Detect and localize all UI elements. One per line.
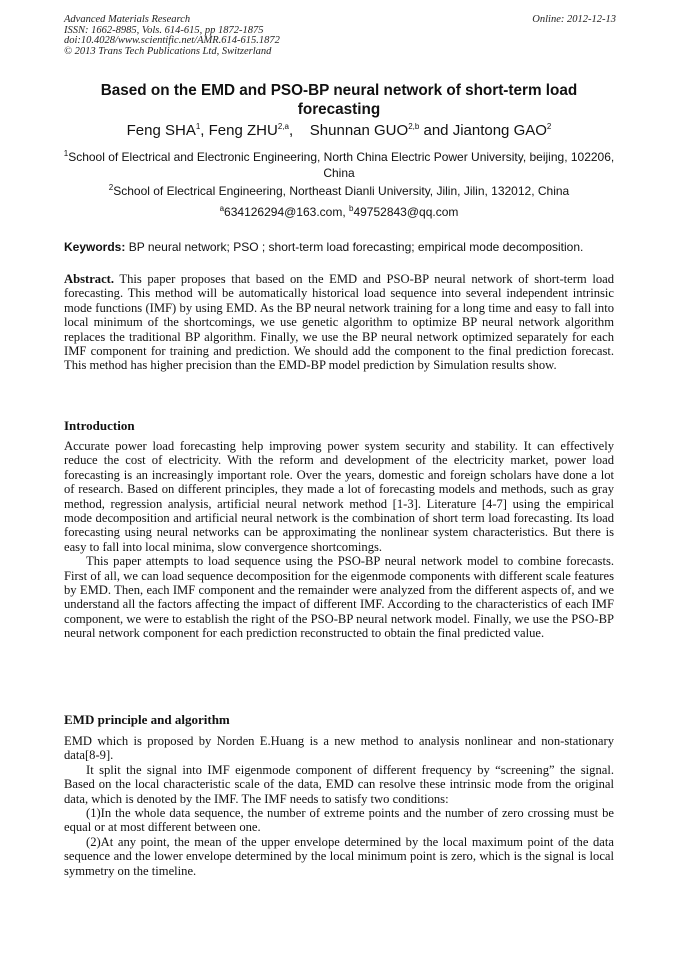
author-separator: , (200, 122, 209, 139)
email-address: 634126294@163.com (224, 205, 343, 219)
paragraph: This paper attempts to load sequence using the PSO-BP neural network model to combine forecasts. First of all, we can load sequence decomposition for the eigenmode components with different scale features by EMD. Then, each IMF component and the remainder were analyzed from the different aspects of, and we understand all the factors affecting the impact of different IMF. According to the characteristics of each IMF component, we were to establish the right of the PSO-BP neural network model. Finally, we use the PSO-BP neural network component for each prediction reconstructed to obtain the final predicted value. (64, 554, 614, 641)
author-list (40, 122, 638, 140)
paragraph: Accurate power load forecasting help improving power system security and stability. It can effectively reduce the cost of electricity. With the reform and development of the electricity market, power load forecasting is an increasingly important role. Over the years, domestic and foreign scholars have done a lot of research. Based on different principles, they made a lot of forecasting models and methods, such as gray method, regression analysis, artificial neural network method [1-3]. Literature [4-7] using the empirical mode decomposition and artificial neural network is the combination of short term load forecasting. Its load forecasting using neural networks can be approximating the nonlinear system characteristics. But there is easy to fall into local minima, slow convergence shortcomings. (64, 439, 614, 554)
section-heading-emd: EMD principle and algorithm (64, 712, 230, 727)
keywords-text: BP neural network; PSO ; short-term load forecasting; empirical mode decomposition. (125, 240, 584, 254)
author-affil-mark: 2 (546, 122, 552, 131)
author-affil-mark: 1 (195, 122, 201, 131)
paragraph: It split the signal into IMF eigenmode component of different frequency by “screening” the signal. Based on the local characteristic scale of the data, EMD can resolve these intrinsic mode from the original data, which is denoted by the IMF. The IMF needs to satisfy two conditions: (64, 762, 614, 806)
introduction-body (64, 439, 614, 641)
paper-title: Based on the EMD and PSO-BP neural network of short-term load forecasting (100, 82, 578, 118)
author-affil-mark: 2,b (408, 122, 420, 131)
emd-body (64, 734, 614, 878)
email-mark: a (219, 204, 225, 213)
affiliation-mark: 2 (108, 183, 114, 192)
author-name: Shunnan GUO (309, 122, 409, 139)
affiliation-mark: 1 (63, 149, 69, 158)
issn-line: ISSN: 1662-8985, Vols. 614-615, pp 1872-1875 (64, 24, 264, 36)
journal-header (64, 15, 616, 57)
journal-name: Advanced Materials Research (64, 14, 191, 25)
email-line: $^a$634126294@163.com, $^b$49752843@qq.com (219, 204, 459, 219)
keywords-label: Keywords: (64, 240, 126, 254)
keywords (64, 240, 624, 255)
paragraph: (2)At any point, the mean of the upper envelope determined by the local maximum point of the data sequence and the lower envelope determined by the local minimum point is zero, which is the signal is local symmetry on the timeline. (64, 834, 614, 878)
paragraph: (1)In the whole data sequence, the number of extreme points and the number of zero crossing must be equal or at most different between one. (64, 806, 614, 835)
email-mark: b (349, 204, 354, 213)
abstract-text: This paper proposes that based on the EMD and PSO-BP neural network of short-term load forecasting. This method will be automatically historical load sequence into several independent intrinsic mode functions (IMF) by using EMD. As the BP neural network training for a long time and easy to fall into local minimum of the shortcomings, we use genetic algorithm to optimize BP neural network algorithm replaces the traditional BP algorithm. Finally, we use the BP neural network optimized separately for each IMF component for training and prediction. We should add the component to the final prediction forecast. This method has higher precision than the EMD-BP model prediction by Simulation results show. (64, 272, 614, 373)
author-separator: , (288, 122, 310, 139)
online-date: Online: 2012-12-13 (532, 14, 616, 25)
author-name: Jiantong GAO (452, 122, 547, 139)
email-address: 49752843@qq.com (353, 205, 459, 219)
doi-line: doi:10.4028/www.scientific.net/AMR.614-615.1872 (64, 35, 280, 47)
author-affil-mark: 2,a (277, 122, 289, 131)
section-heading-introduction: Introduction (64, 418, 135, 433)
affiliation-1 (60, 150, 618, 181)
affiliation-2 (60, 184, 618, 200)
affiliation-text: School of Electrical Engineering, Northeast Dianli University, Jilin, Jilin, 132012, China (113, 184, 570, 198)
author-name: Feng ZHU (208, 122, 278, 139)
paragraph: EMD which is proposed by Norden E.Huang is a new method to analysis nonlinear and non-stationary data[8-9]. (64, 734, 614, 763)
author-separator: and (419, 122, 453, 139)
copyright-line: © 2013 Trans Tech Publications Ltd, Switzerland (64, 45, 272, 57)
author-name: Feng SHA (126, 122, 196, 139)
abstract (64, 272, 614, 373)
abstract-label: Abstract. (64, 272, 115, 286)
affiliation-text: School of Electrical and Electronic Engineering, North China Electric Power University, beijing, 102206, China (68, 150, 615, 180)
